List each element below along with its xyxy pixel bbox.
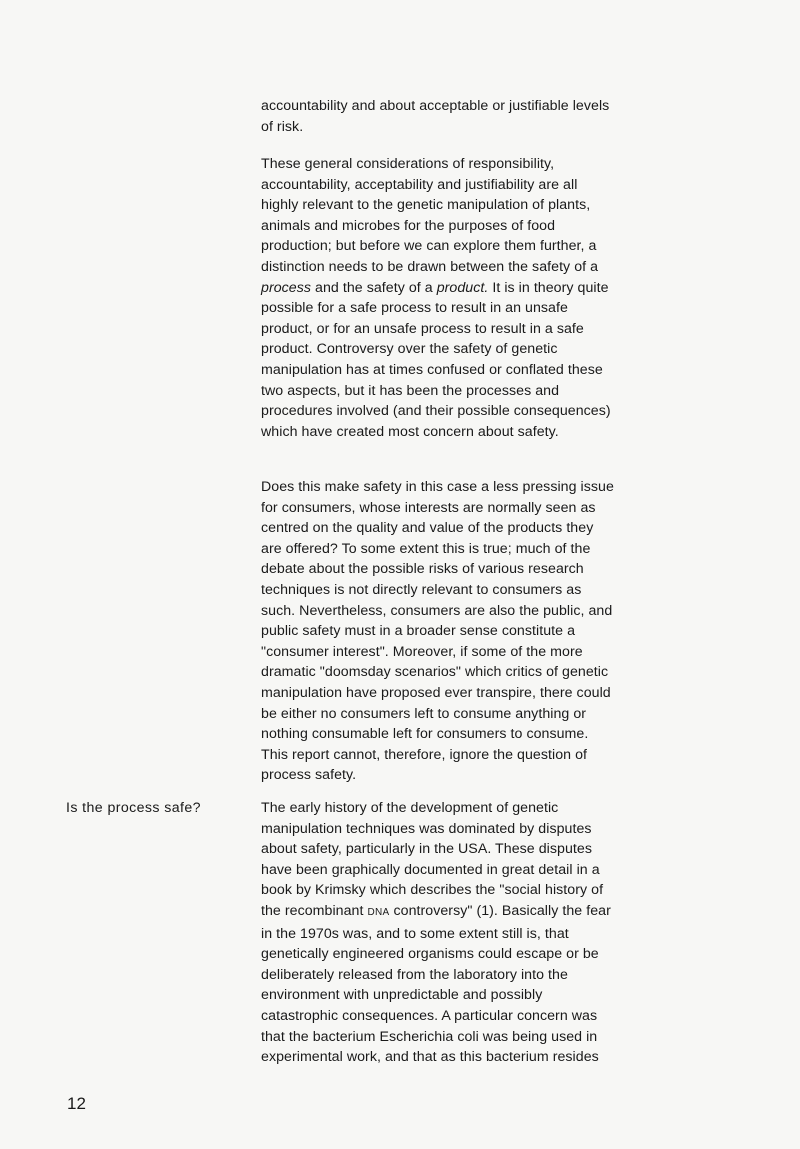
early-text-part2: controversy" (1). Basically the fear in the 1970s was, and to some extent still is, that genetically engineered organisms could escape or be deliberately released from the laboratory into the environment with unpredictable and possibly catastrophic consequences. A particular concern was that the bacterium Escherichia coli was being used in experimental work, and that as this bacterium resides [261, 902, 611, 1066]
paragraph-intro [261, 96, 617, 137]
paragraph-early-history [261, 798, 617, 1068]
side-heading-process-safe: Is the process safe? [66, 800, 201, 816]
paragraph-general-text [261, 154, 617, 442]
dna-small-caps: DNA [367, 906, 390, 918]
paragraph-general-considerations [261, 154, 617, 442]
general-text-part2: and the safety of a [311, 279, 437, 296]
early-text-part1: The early history of the development of genetic manipulation techniques was dominated by disputes about safety, particularly in the USA. These disputes have been graphically documented in great detail in a book by Krimsky which describes the "social history of the recombinant [261, 800, 604, 919]
paragraph-early-text [261, 798, 617, 1068]
paragraph-does-text: Does this make safety in this case a less pressing issue for consumers, whose interests are normally seen as centred on the quality and value of the products they are offered? To some extent this is true; much of the debate about the possible risks of various research techniques is not directly relevant to consumers as such. Nevertheless, consumers are also the public, and public safety must in a broader sense constitute a "consumer interest". Moreover, if some of the more dramatic "doomsday scenarios" which critics of genetic manipulation have proposed ever transpire, there could be either no consumers left to consume anything or nothing consumable left for consumers to consume. This report cannot, therefore, ignore the question of process safety. [261, 479, 614, 784]
page-number: 12 [67, 1094, 86, 1113]
emphasis-process: process [261, 279, 312, 296]
general-text-part1: These general considerations of responsibility, accountability, acceptability and justifiability are all highly relevant to the genetic manipulation of plants, animals and microbes for the purposes of food production; but before we can explore them further, a distinction needs to be drawn between the safety of a [261, 156, 599, 275]
general-text-part3: It is in theory quite possible for a safe process to result in an unsafe product, or for an unsafe process to result in a safe product. Controversy over the safety of genetic manipulation has at times confused or conflated these two aspects, but it has been the processes and procedures involved (and their possible consequences) which have created most concern about safety. [261, 279, 611, 440]
paragraph-consumer-safety [261, 477, 617, 786]
paragraph-intro-text: accountability and about acceptable or justifiable levels of risk. [261, 98, 610, 135]
emphasis-product: product. [436, 279, 489, 296]
